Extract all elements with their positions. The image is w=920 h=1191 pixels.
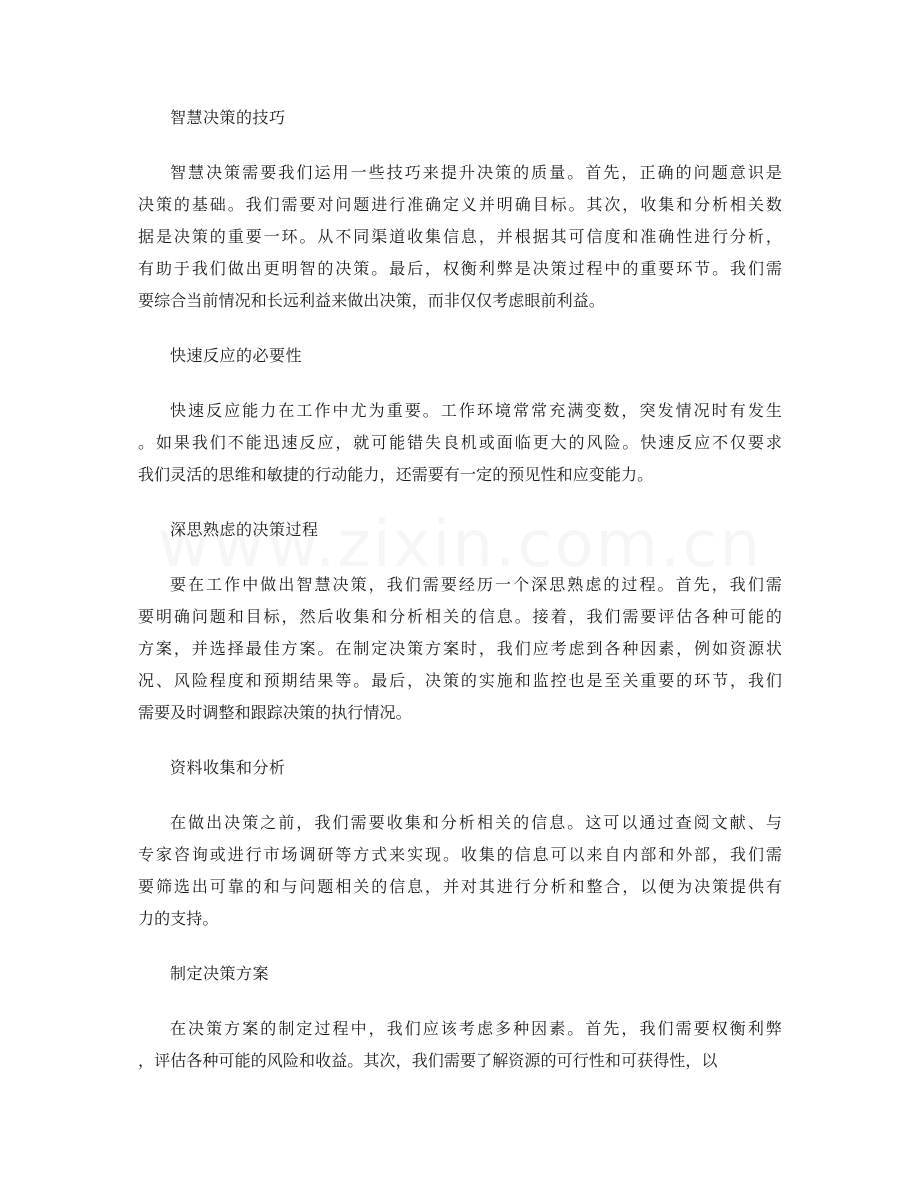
paragraph-line: 要综合当前情况和长远利益来做出决策，而非仅仅考虑眼前利益。 <box>138 291 605 310</box>
section-paragraph <box>138 157 782 317</box>
section-heading: 深思熟虑的决策过程 <box>170 520 319 539</box>
paragraph-line: 据是决策的重要一环。从不同渠道收集信息，并根据其可信度和准确性进行分析， <box>138 227 782 246</box>
section-heading: 快速反应的必要性 <box>170 346 303 365</box>
section-heading: 制定决策方案 <box>170 964 270 983</box>
section <box>138 340 782 491</box>
section-paragraph <box>138 1013 782 1077</box>
section-paragraph <box>138 395 782 491</box>
section-heading: 智慧决策的技巧 <box>170 108 286 127</box>
paragraph-line: 要明确问题和目标，然后收集和分析相关的信息。接着，我们需要评估各种可能的 <box>138 607 782 626</box>
paragraph-line: 方案，并选择最佳方案。在制定决策方案时，我们应考虑到各种因素，例如资源状 <box>138 639 782 658</box>
section-heading: 资料收集和分析 <box>170 758 286 777</box>
paragraph-line: 智慧决策需要我们运用一些技巧来提升决策的质量。首先，正确的问题意识是 <box>170 163 782 182</box>
paragraph-line: 要筛选出可靠的和与问题相关的信息，并对其进行分析和整合，以便为决策提供有 <box>138 877 782 896</box>
paragraph-line: 专家咨询或进行市场调研等方式来实现。收集的信息可以来自内部和外部，我们需 <box>138 845 782 864</box>
paragraph-line: 。如果我们不能迅速反应，就可能错失良机或面临更大的风险。快速反应不仅要求 <box>138 433 782 452</box>
paragraph-line: 我们灵活的思维和敏捷的行动能力，还需要有一定的预见性和应变能力。 <box>138 465 654 484</box>
section <box>138 958 782 1077</box>
section-paragraph <box>138 569 782 729</box>
section <box>138 752 782 935</box>
section <box>138 102 782 317</box>
paragraph-line: 需要及时调整和跟踪决策的执行情况。 <box>138 703 412 722</box>
paragraph-line: 在决策方案的制定过程中，我们应该考虑多种因素。首先，我们需要权衡利弊 <box>170 1019 782 1038</box>
paragraph-line: 力的支持。 <box>138 909 219 928</box>
document-body <box>138 102 782 1100</box>
paragraph-line: 有助于我们做出更明智的决策。最后，权衡利弊是决策过程中的重要环节。我们需 <box>138 259 782 278</box>
section-paragraph <box>138 807 782 935</box>
paragraph-line: 决策的基础。我们需要对问题进行准确定义并明确目标。其次，收集和分析相关数 <box>138 195 782 214</box>
section <box>138 514 782 729</box>
paragraph-line: ，评估各种可能的风险和收益。其次，我们需要了解资源的可行性和可获得性，以 <box>138 1051 718 1070</box>
paragraph-line: 在做出决策之前，我们需要收集和分析相关的信息。这可以通过查阅文献、与 <box>170 813 782 832</box>
paragraph-line: 况、风险程度和预期结果等。最后，决策的实施和监控也是至关重要的环节，我们 <box>138 671 782 690</box>
paragraph-line: 要在工作中做出智慧决策，我们需要经历一个深思熟虑的过程。首先，我们需 <box>170 575 782 594</box>
paragraph-line: 快速反应能力在工作中尤为重要。工作环境常常充满变数，突发情况时有发生 <box>170 401 782 420</box>
